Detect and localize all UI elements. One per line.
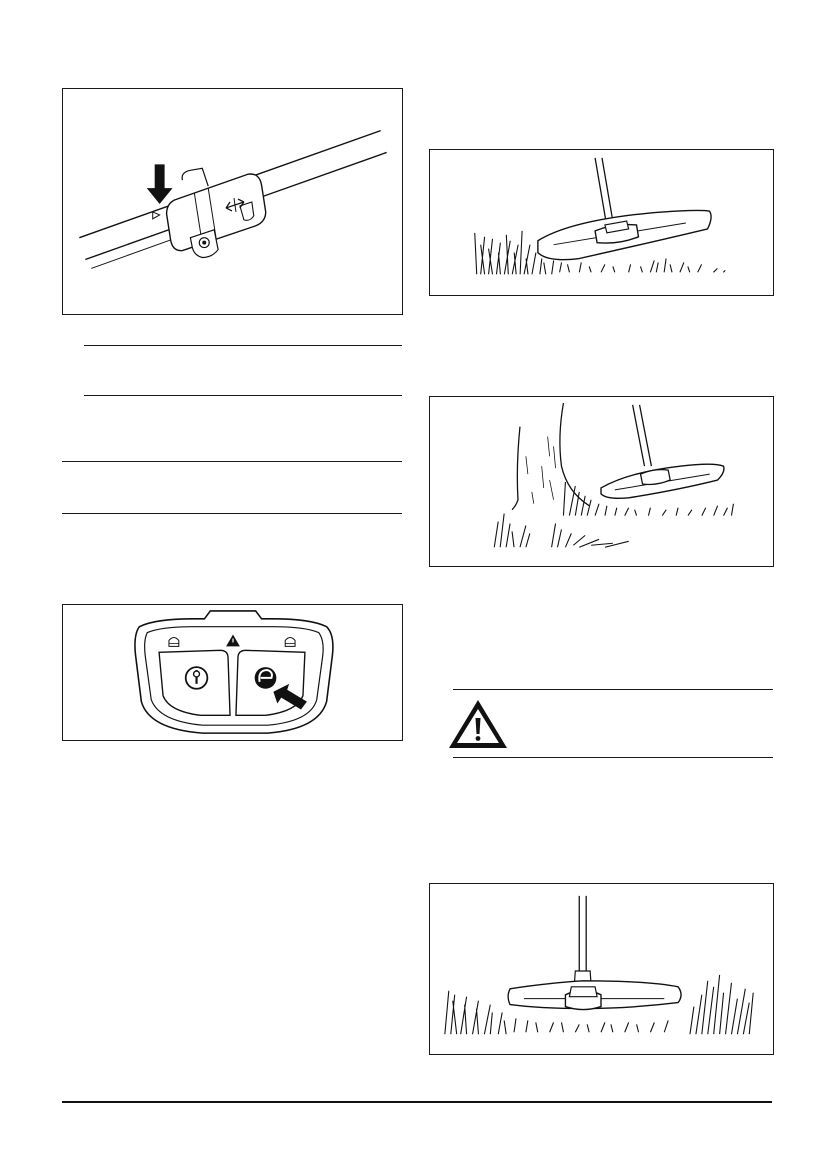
section-rule-bottom [62,513,402,514]
coupling-sleeve [167,168,266,257]
trimmer-grass-illustration [430,150,773,295]
warning-rule-bottom [453,757,773,758]
warning-rule-top [453,689,773,690]
trimmer-tree-illustration [430,397,773,566]
footer-rule [62,1101,772,1103]
led-right [285,638,295,647]
power-button [159,650,230,715]
led-left [169,638,179,647]
figure-trimmer-head-grass [429,149,774,296]
warning-triangle-icon [447,698,509,750]
note-rule-bottom [84,395,402,396]
warning-box [453,696,773,752]
figure-trimmer-head-tree [429,396,774,567]
trimmer-level-illustration [430,884,773,1054]
note-rule-top [84,345,402,346]
shaft-coupling-illustration [63,89,402,314]
figure-trimmer-head-level [429,883,774,1055]
arrow-down-icon [147,164,173,204]
figure-control-panel [62,604,403,741]
control-panel-illustration [63,605,402,740]
triangle-mark-icon [153,212,160,219]
eco-button [236,650,305,715]
section-rule-top [62,461,402,462]
figure-shaft-coupling [62,88,403,315]
